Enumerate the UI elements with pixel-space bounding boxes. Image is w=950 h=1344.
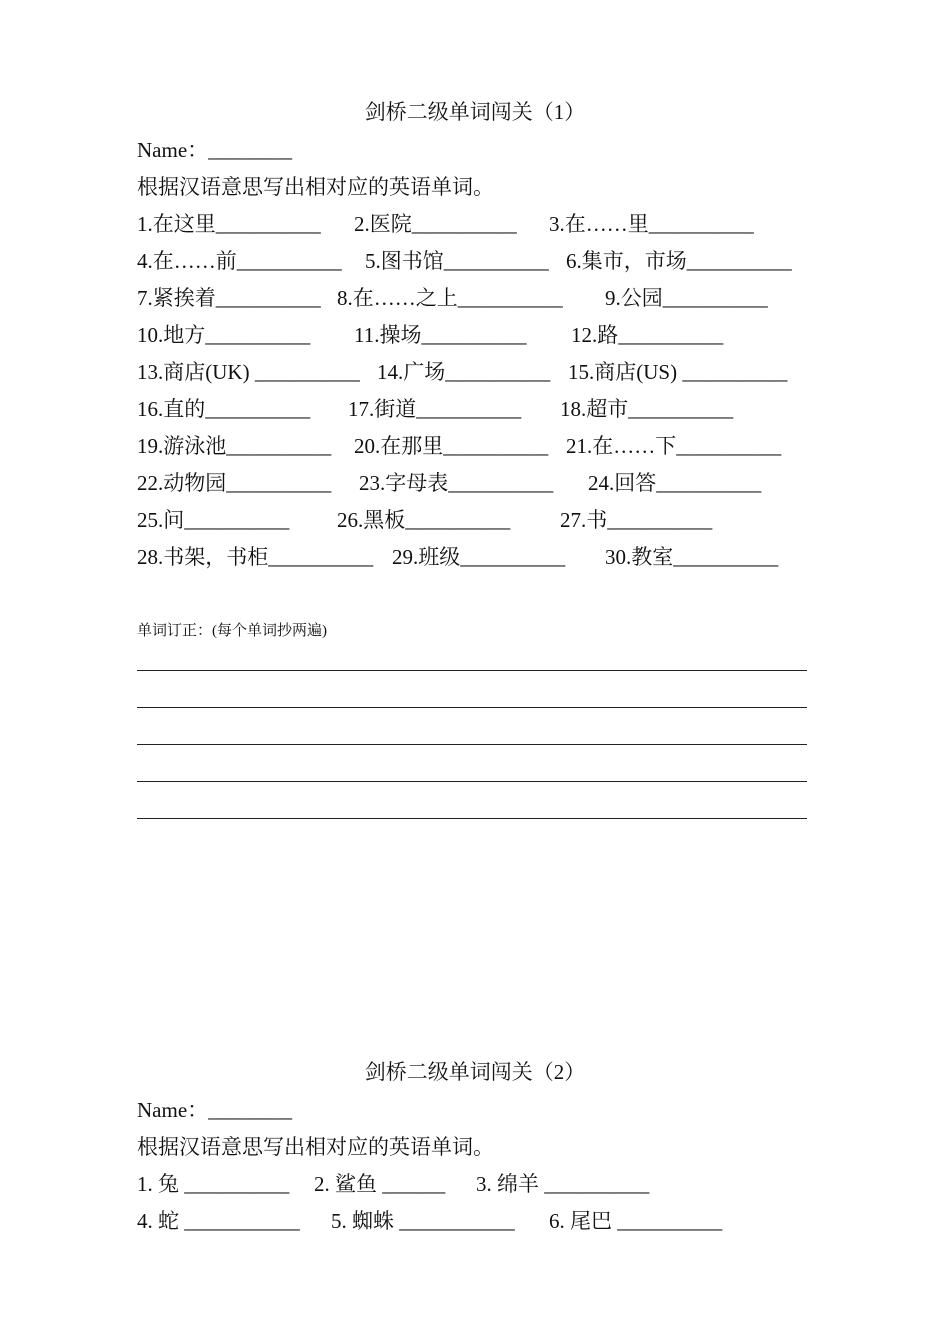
vocab-item: 2.医院__________ — [354, 212, 517, 236]
vocab-item: 1.在这里__________ — [137, 212, 321, 236]
correction-line — [137, 744, 807, 745]
vocab-item: 27.书__________ — [560, 508, 713, 532]
vocab-item: 21.在……下__________ — [566, 434, 782, 458]
vocab-item: 10.地方__________ — [137, 323, 311, 347]
vocab-item: 28.书架，书柜__________ — [137, 545, 374, 569]
correction-line — [137, 818, 807, 819]
section1-name-line: Name：________ — [137, 138, 293, 162]
vocab-item: 2. 鲨鱼 ______ — [314, 1172, 446, 1196]
vocab-row — [137, 356, 837, 386]
vocab-item: 5. 蜘蛛 ___________ — [331, 1209, 515, 1233]
vocab-item: 25.问__________ — [137, 508, 290, 532]
vocab-item: 14.广场__________ — [377, 360, 551, 384]
vocab-row — [137, 504, 837, 534]
vocab-item: 20.在那里__________ — [354, 434, 549, 458]
correction-line — [137, 670, 807, 671]
vocab-item: 29.班级__________ — [392, 545, 566, 569]
vocab-item: 24.回答__________ — [588, 471, 762, 495]
correction-line — [137, 707, 807, 708]
vocab-item: 4.在……前__________ — [137, 249, 342, 273]
vocab-item: 13.商店(UK) __________ — [137, 360, 360, 384]
section2-name-line: Name：________ — [137, 1098, 293, 1122]
vocab-item: 26.黑板__________ — [337, 508, 511, 532]
vocab-row — [137, 467, 837, 497]
section1-instruction: 根据汉语意思写出相对应的英语单词。 — [137, 175, 494, 199]
vocab-row — [137, 319, 837, 349]
section2-title: 剑桥二级单词闯关（2） — [364, 1060, 586, 1084]
vocab-item: 22.动物园__________ — [137, 471, 332, 495]
vocab-item: 9.公园__________ — [605, 286, 768, 310]
vocab-item: 3.在……里__________ — [549, 212, 754, 236]
vocab-item: 18.超市__________ — [560, 397, 734, 421]
vocab-item: 12.路__________ — [571, 323, 724, 347]
vocab-item: 16.直的__________ — [137, 397, 311, 421]
vocab-row — [137, 208, 837, 238]
vocab-item: 23.字母表__________ — [359, 471, 554, 495]
vocab-row — [137, 430, 837, 460]
correction-label: 单词订正：(每个单词抄两遍) — [137, 623, 327, 639]
vocab-item: 30.教室__________ — [605, 545, 779, 569]
vocab-item: 8.在……之上__________ — [337, 286, 563, 310]
vocab-item: 15.商店(US) __________ — [568, 360, 788, 384]
vocab-item: 19.游泳池__________ — [137, 434, 332, 458]
vocab-item: 6. 尾巴 __________ — [549, 1209, 723, 1233]
vocab-item: 6.集市，市场__________ — [566, 249, 792, 273]
vocab-item: 7.紧挨着__________ — [137, 286, 321, 310]
vocab-row — [137, 393, 837, 423]
vocab-row — [137, 1205, 837, 1235]
vocab-item: 17.街道__________ — [348, 397, 522, 421]
vocab-row — [137, 282, 837, 312]
vocab-row — [137, 245, 837, 275]
section1-title: 剑桥二级单词闯关（1） — [364, 100, 586, 124]
correction-line — [137, 781, 807, 782]
vocab-item: 11.操场__________ — [354, 323, 527, 347]
vocab-item: 1. 兔 __________ — [137, 1172, 290, 1196]
vocab-item: 5.图书馆__________ — [365, 249, 549, 273]
vocab-item: 3. 绵羊 __________ — [476, 1172, 650, 1196]
vocab-item: 4. 蛇 ___________ — [137, 1209, 300, 1233]
section2-instruction: 根据汉语意思写出相对应的英语单词。 — [137, 1135, 494, 1159]
vocab-row — [137, 541, 837, 571]
vocab-row — [137, 1168, 837, 1198]
